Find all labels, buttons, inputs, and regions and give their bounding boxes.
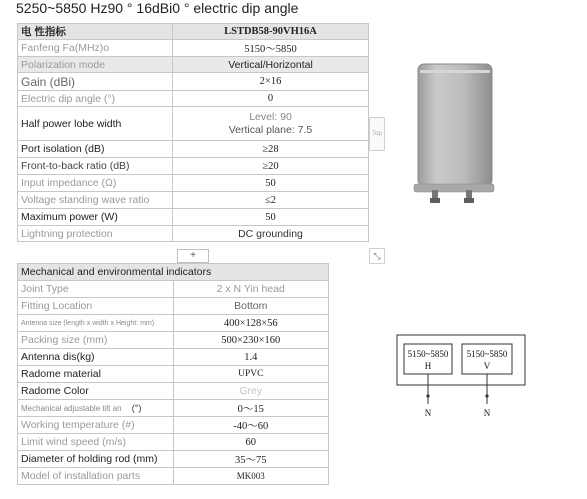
table-row	[18, 434, 329, 451]
row-value-half-power	[173, 107, 369, 141]
row-label-antenna-size: Antenna size (length x width x Height: mm)	[18, 315, 174, 332]
row-label-vswr: Voltage standing wave ratio	[18, 192, 173, 209]
port-h-block	[404, 344, 452, 418]
row-value-temperature: -40～60	[173, 417, 329, 434]
row-label-impedance: Input impedance (Ω)	[18, 175, 173, 192]
row-label-mech-tilt	[18, 400, 174, 417]
table-row	[18, 400, 329, 417]
row-label-wind-speed: Limit wind speed (m/s)	[18, 434, 174, 451]
row-label-weight: Antenna dis(kg)	[18, 349, 174, 366]
row-value-polarization: Vertical/Horizontal	[173, 57, 369, 73]
row-label-fitting: Fitting Location	[18, 298, 174, 315]
row-value-mech-tilt: 0～15	[173, 400, 329, 417]
row-label-joint: Joint Type	[18, 281, 174, 298]
row-value-packing: 500×230×160	[173, 332, 329, 349]
row-label-electric-dip: Electric dip angle (°)	[18, 91, 173, 107]
row-label-polarization: Polarization mode	[18, 57, 173, 73]
row-value-install-model: MK003	[173, 468, 329, 485]
resize-handle-icon[interactable]: ⤡	[369, 248, 385, 264]
row-label-half-power: Half power lobe width	[18, 107, 173, 141]
table-row	[18, 73, 369, 91]
row-value-lightning: DC grounding	[173, 226, 369, 242]
table-row	[18, 468, 329, 485]
mechanical-spec-table	[17, 263, 329, 485]
row-value-weight: 1.4	[173, 349, 329, 366]
port-v-block	[462, 344, 512, 418]
row-label-install-model: Model of installation parts	[18, 468, 174, 485]
table-row	[18, 366, 329, 383]
table-row	[18, 349, 329, 366]
row-label-radome-material: Radome material	[18, 366, 174, 383]
half-power-level: Level: 90	[249, 110, 292, 123]
row-value-joint: 2 x N Yin head	[173, 281, 329, 298]
row-label-front-back: Front-to-back ratio (dB)	[18, 158, 173, 175]
row-value-front-back: ≥20	[173, 158, 369, 175]
port-v-connector: N	[483, 408, 491, 418]
row-value-impedance: 50	[173, 175, 369, 192]
table-row	[18, 40, 369, 57]
table-header-row	[18, 264, 329, 281]
row-value-antenna-size: 400×128×56	[173, 315, 329, 332]
row-label-max-power: Maximum power (W)	[18, 209, 173, 226]
table-header-row	[18, 24, 369, 40]
port-h-polarization: H	[424, 361, 432, 371]
row-value-gain: 2×16	[173, 73, 369, 91]
port-diagram	[396, 334, 532, 426]
row-label-lightning: Lightning protection	[18, 226, 173, 242]
table-row	[18, 226, 369, 242]
table-row	[18, 281, 329, 298]
row-value-fitting: Bottom	[173, 298, 329, 315]
row-value-isolation: ≥28	[173, 141, 369, 158]
side-tab-handle[interactable]: Top	[369, 117, 385, 151]
table-row	[18, 209, 369, 226]
electrical-spec-table	[17, 23, 369, 242]
antenna-product-image	[410, 62, 496, 212]
port-v-frequency: 5150~5850	[466, 349, 508, 359]
table-row	[18, 175, 369, 192]
table-row	[18, 158, 369, 175]
row-label-packing: Packing size (mm)	[18, 332, 174, 349]
row-label-isolation: Port isolation (dB)	[18, 141, 173, 158]
half-power-vertical: Vertical plane: 7.5	[228, 123, 313, 136]
row-label-temperature: Working temperature (#)	[18, 417, 174, 434]
table-row	[18, 57, 369, 73]
page-title: 5250~5850 Hz90 ° 16dBi0 ° electric dip angle	[16, 0, 299, 16]
table-row	[18, 298, 329, 315]
port-h-connector: N	[424, 408, 432, 418]
row-value-electric-dip: 0	[173, 91, 369, 107]
mechanical-header: Mechanical and environmental indicators	[18, 264, 329, 281]
row-value-rod-diameter: 35～75	[173, 451, 329, 468]
mech-tilt-label-text: Mechanical adjustable tilt an	[21, 404, 122, 413]
add-row-button[interactable]: +	[177, 249, 209, 263]
model-number: LSTDB58-90VH16A	[173, 24, 369, 40]
table-row	[18, 107, 369, 141]
row-label-frequency: Fanfeng Fa(MHz)o	[18, 40, 173, 57]
table-row	[18, 315, 329, 332]
table-row	[18, 192, 369, 209]
mech-tilt-unit: (°)	[131, 403, 142, 413]
row-value-radome-material: UPVC	[173, 366, 329, 383]
table-row	[18, 417, 329, 434]
header-label: 电 性指标	[18, 24, 173, 40]
row-value-wind-speed: 60	[173, 434, 329, 451]
table-row	[18, 383, 329, 400]
row-value-radome-color: Grey	[173, 383, 329, 400]
row-value-vswr: ≤2	[173, 192, 369, 209]
port-v-polarization: V	[483, 361, 491, 371]
table-row	[18, 451, 329, 468]
row-value-frequency: 5150～5850	[173, 40, 369, 57]
row-label-gain: Gain (dBi)	[18, 73, 173, 91]
table-row	[18, 91, 369, 107]
row-label-radome-color: Radome Color	[18, 383, 174, 400]
table-row	[18, 332, 329, 349]
port-h-frequency: 5150~5850	[407, 349, 449, 359]
table-row	[18, 141, 369, 158]
row-label-rod-diameter: Diameter of holding rod (mm)	[18, 451, 174, 468]
row-value-max-power: 50	[173, 209, 369, 226]
